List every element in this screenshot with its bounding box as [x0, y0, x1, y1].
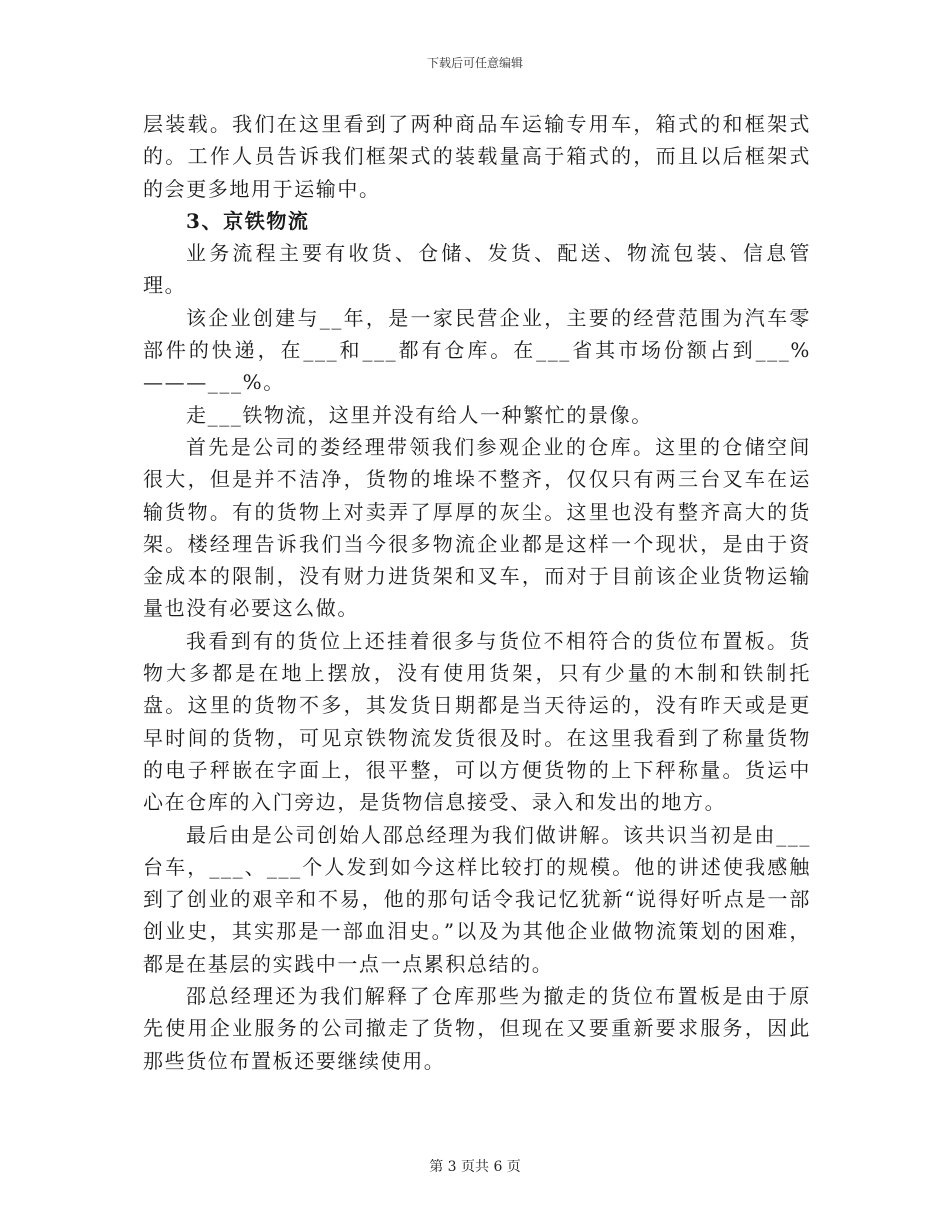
page-header: 下载后可任意编辑: [426, 56, 523, 70]
paragraph-6: 首先是公司的娄经理带领我们参观企业的仓库。这里的仓储空间很大，但是并不洁净，货物的堆垛不整齐，仅仅只有两三台叉车在运输货物。有的货物上对卖弄了厚厚的灰尘。这里也没有整齐高大的货架。楼经理告诉我们当今很多物流企业都是这样一个现状，是由于资金成本的限制，没有财力进货架和叉车，而对于目前该企业货物运输量也没有必要这么做。: [143, 434, 811, 621]
section-heading: 3、京铁物流: [186, 208, 310, 233]
paragraph-4: 该企业创建与__年，是一家民营企业，主要的经营范围为汽车零部件的快递，在___和___都有仓库。在___省其市场份额占到___%———___%。: [143, 305, 811, 395]
paragraph-1: 层装载。我们在这里看到了两种商品车运输专用车，箱式的和框架式的。工作人员告诉我们框架式的装载量高于箱式的，而且以后框架式的会更多地用于运输中。: [143, 112, 811, 201]
paragraph-3: 业务流程主要有收货、仓储、发货、配送、物流包装、信息管理。: [143, 241, 811, 298]
paragraph-5: 走___铁物流，这里并没有给人一种繁忙的景像。: [186, 402, 653, 427]
paragraph-8: 最后由是公司创始人邵总经理为我们做讲解。该共识当初是由___台车，___、___个人发到如今这样比较打的规模。他的讲述使我感触到了创业的艰辛和不易，他的那句话令我记忆犹新“说得好听点是一部创业史，其实那是一部血泪史。”以及为其他企业做物流策划的困难，都是在基层的实践中一点一点累积总结的。: [143, 822, 811, 976]
document-body: [143, 108, 811, 1077]
paragraph-9: 邵总经理还为我们解释了仓库那些为撤走的货位布置板是由于原先使用企业服务的公司撤走了货物，但现在又要重新要求服务，因此那些货位布置板还要继续使用。: [143, 984, 811, 1073]
paragraph-7: 我看到有的货位上还挂着很多与货位不相符合的货位布置板。货物大多都是在地上摆放，没有使用货架，只有少量的木制和铁制托盘。这里的货物不多，其发货日期都是当天待运的，没有昨天或是更早时间的货物，可见京铁物流发货很及时。在这里我看到了称量货物的电子秤嵌在字面上，很平整，可以方便货物的上下秤称量。货运中心在仓库的入门旁边，是货物信息接受、录入和发出的地方。: [143, 628, 811, 815]
page-number: 第 3 页共 6 页: [429, 1159, 521, 1175]
